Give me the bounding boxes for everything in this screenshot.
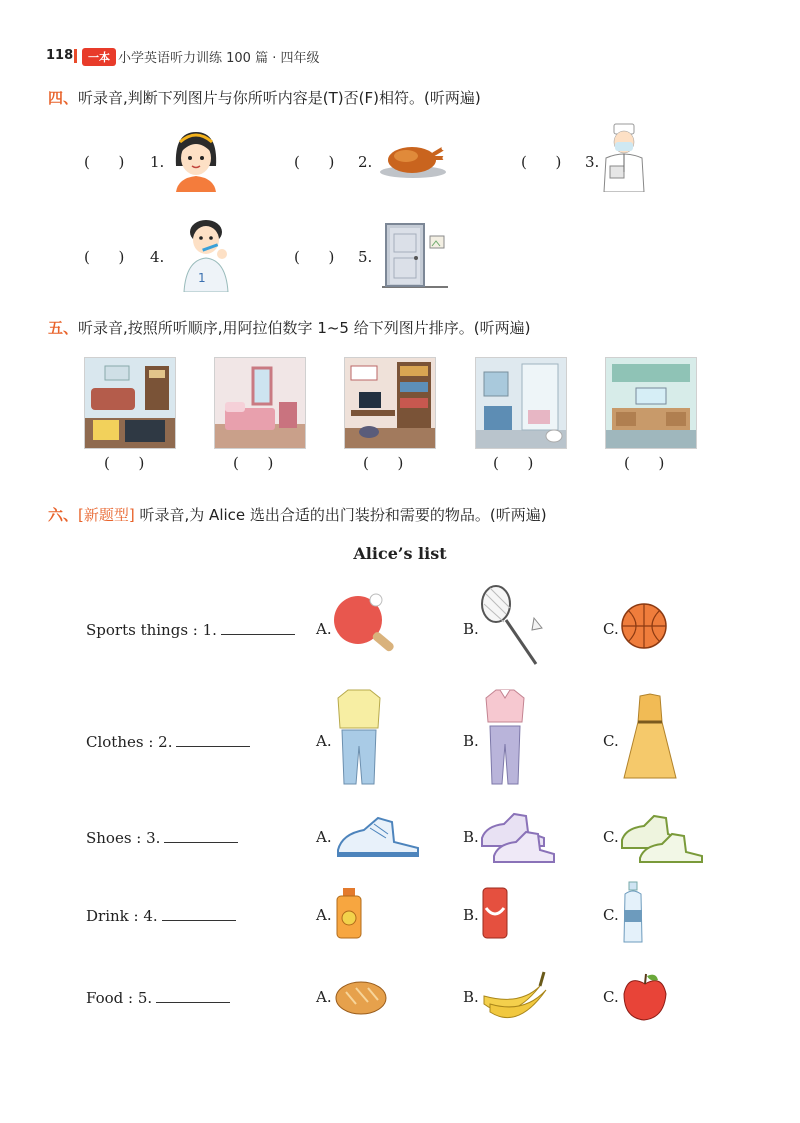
answer-slot-4-3[interactable]: ( ) xyxy=(521,153,562,171)
answer-blank-2[interactable] xyxy=(176,732,250,747)
dress-icon[interactable] xyxy=(622,692,678,782)
roast-chicken-icon xyxy=(378,140,448,180)
section-6-number: 六、 xyxy=(48,506,79,524)
row-2-option-b-letter: B. xyxy=(463,732,479,750)
shoes-row-label xyxy=(86,828,238,847)
ping-pong-paddle-icon[interactable] xyxy=(332,592,402,658)
row-3-option-b-letter: B. xyxy=(463,828,479,846)
item-4-3-number: 3. xyxy=(585,153,600,171)
water-bottle-icon[interactable] xyxy=(620,880,646,944)
row-4-option-b-letter: B. xyxy=(463,906,479,924)
row-4-label: Drink : 4. xyxy=(86,907,158,925)
row-5-option-c-letter: C. xyxy=(603,988,619,1006)
row-3-option-a-letter: A. xyxy=(316,828,332,846)
section-6-heading xyxy=(48,504,547,525)
answer-blank-1[interactable] xyxy=(221,620,295,635)
bathroom-icon xyxy=(475,357,567,449)
item-4-4-number: 4. xyxy=(150,248,165,266)
section-4-number: 四、 xyxy=(48,89,79,107)
answer-slot-4-4[interactable]: ( ) xyxy=(84,248,125,266)
green-sneakers-icon[interactable] xyxy=(620,808,704,864)
row-5-option-b-letter: B. xyxy=(463,988,479,1006)
list-title: Alice’s list xyxy=(353,544,447,563)
boy-brushing-teeth-icon xyxy=(178,216,238,292)
kitchen-icon xyxy=(605,357,697,449)
room-1-answer-slot[interactable]: ( ) xyxy=(104,454,145,472)
page-number: 118 xyxy=(46,48,74,63)
clothes-row-label xyxy=(86,732,250,751)
row-3-label: Shoes : 3. xyxy=(86,829,161,847)
soda-can-icon[interactable] xyxy=(480,886,510,940)
row-2-option-a-letter: A. xyxy=(316,732,332,750)
bedroom-icon xyxy=(214,357,306,449)
sports-row-label xyxy=(86,620,295,639)
book-title: 小学英语听力训练 100 篇 · 四年级 xyxy=(118,51,320,66)
answer-slot-4-2[interactable]: ( ) xyxy=(294,153,335,171)
row-5-label: Food : 5. xyxy=(86,989,153,1007)
answer-blank-4[interactable] xyxy=(162,906,236,921)
room-4-answer-slot[interactable]: ( ) xyxy=(493,454,534,472)
row-4-option-c-letter: C. xyxy=(603,906,619,924)
girl-face-icon xyxy=(168,126,224,192)
row-1-label: Sports things : 1. xyxy=(86,621,217,639)
answer-blank-3[interactable] xyxy=(164,828,238,843)
room-2-answer-slot[interactable]: ( ) xyxy=(233,454,274,472)
food-row-label xyxy=(86,988,230,1007)
room-3-answer-slot[interactable]: ( ) xyxy=(363,454,404,472)
row-1-option-c-letter: C. xyxy=(603,620,619,638)
doctor-icon xyxy=(600,122,650,192)
section-5-heading xyxy=(48,317,530,338)
shirt-pants-icon[interactable] xyxy=(480,688,530,788)
section-4-heading xyxy=(48,87,481,108)
apple-icon[interactable] xyxy=(620,970,670,1024)
sweater-jeans-icon[interactable] xyxy=(334,688,384,788)
section-4-instruction: 听录音,判断下列图片与你所听内容是(T)否(F)相符。(听两遍) xyxy=(78,89,481,107)
room-5-answer-slot[interactable]: ( ) xyxy=(624,454,665,472)
section-6-instruction: 听录音,为 Alice 选出合适的出门装扮和需要的物品。(听两遍) xyxy=(139,506,547,524)
svg-text:1: 1 xyxy=(198,271,206,285)
living-room-icon xyxy=(84,357,176,449)
answer-slot-4-5[interactable]: ( ) xyxy=(294,248,335,266)
bananas-icon[interactable] xyxy=(480,966,550,1022)
row-5-option-a-letter: A. xyxy=(316,988,332,1006)
blue-sneakers-icon[interactable] xyxy=(334,810,420,862)
answer-slot-4-1[interactable]: ( ) xyxy=(84,153,125,171)
row-2-label: Clothes : 2. xyxy=(86,733,173,751)
row-4-option-a-letter: A. xyxy=(316,906,332,924)
row-2-option-c-letter: C. xyxy=(603,732,619,750)
section-5-number: 五、 xyxy=(48,319,79,337)
new-question-type-tag: [新题型] xyxy=(78,506,135,524)
purple-sneakers-icon[interactable] xyxy=(480,808,556,864)
juice-bottle-icon[interactable] xyxy=(334,886,364,940)
row-1-option-a-letter: A. xyxy=(316,620,332,638)
row-1-option-b-letter: B. xyxy=(463,620,479,638)
item-4-2-number: 2. xyxy=(358,153,373,171)
door-icon xyxy=(382,222,448,288)
bread-icon[interactable] xyxy=(334,976,388,1016)
row-3-option-c-letter: C. xyxy=(603,828,619,846)
brand-logo: 一本 xyxy=(82,48,116,66)
header-divider xyxy=(74,49,77,63)
item-4-1-number: 1. xyxy=(150,153,165,171)
badminton-racket-icon[interactable] xyxy=(478,584,544,670)
answer-blank-5[interactable] xyxy=(156,988,230,1003)
section-5-instruction: 听录音,按照所听顺序,用阿拉伯数字 1~5 给下列图片排序。(听两遍) xyxy=(78,319,531,337)
item-4-5-number: 5. xyxy=(358,248,373,266)
study-room-icon xyxy=(344,357,436,449)
basketball-icon[interactable] xyxy=(620,602,668,650)
drink-row-label xyxy=(86,906,236,925)
